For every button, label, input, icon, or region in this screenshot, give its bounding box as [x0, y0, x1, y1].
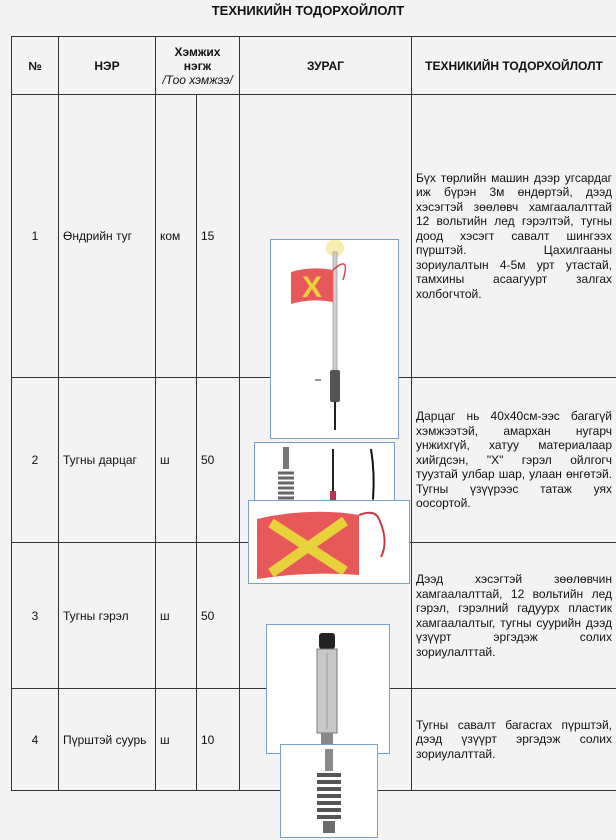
row-name: Тугны гэрэл [59, 543, 156, 689]
row-name: Пүрштэй суурь [59, 689, 156, 791]
row-num: 2 [12, 378, 59, 543]
row-num: 4 [12, 689, 59, 791]
row-num: 3 [12, 543, 59, 689]
table-row [12, 95, 616, 378]
row-qty: 50 [197, 543, 240, 689]
row-unit: ком [156, 95, 197, 378]
row-description: Дээд хэсэгтэй зөөлөвчин хамгаалалттай, 12 вольтийн лед гэрэл, гэрэлний гадуурх пластик хамгаалалтыг, тугны суурийн дээд үзүүрт эргэдэж солих зориулалттай. [412, 543, 616, 689]
row-picture [240, 95, 412, 378]
header-unit-line1: Хэмжих нэгж [175, 45, 221, 73]
spring-base-icon [280, 744, 378, 838]
row-num: 1 [12, 95, 59, 378]
row-description: Тугны савалт багасгах пүрштэй, дээд үзүүрт эргэдэж солих зориулалттай. [412, 689, 616, 791]
table-header-row [12, 37, 616, 95]
row-name: Өндрийн туг [59, 95, 156, 378]
header-unit-line2: /Тоо хэмжээ/ [162, 73, 232, 87]
header-unit [156, 37, 240, 95]
row-qty: 50 [197, 378, 240, 543]
header-name: НЭР [59, 37, 156, 95]
row-qty: 15 [197, 95, 240, 378]
row-description: Бүх төрлийн машин дээр угсардаг иж бүрэн 3м өндөртэй, дээд хэсэгтэй зөөлөвч хамгаалалттай 12 вольтийн лед гэрэлтэй, тугны доод хэсэгт савалт шингээх пүрштэй. Цахилгааны зориулалтын 4-5м урт утастай, тамхины асаагуурт залгах холбогчтой. [412, 95, 616, 378]
spec-table [11, 36, 616, 791]
table-row [12, 378, 616, 543]
row-unit: ш [156, 543, 197, 689]
row-picture [240, 378, 412, 543]
row-picture [240, 689, 412, 791]
row-picture [240, 543, 412, 689]
row-name: Тугны дарцаг [59, 378, 156, 543]
table-row [12, 689, 616, 791]
header-num: № [12, 37, 59, 95]
row-qty: 10 [197, 689, 240, 791]
header-spec: ТЕХНИКИЙН ТОДОРХОЙЛОЛТ [412, 37, 616, 95]
row-unit: ш [156, 689, 197, 791]
row-description: Дарцаг нь 40х40см-ээс багагүй хэмжээтэй, амархан нугарч унжихгүй, хатуу материалаар хийгдсэн, "Х" гэрэл ойлгогч туузтай улбар шар, улаан өнгөтэй. Тугны үзүүрээс татаж уях оосортой. [412, 378, 616, 543]
flag-mark-x: X [302, 271, 322, 304]
row-unit: ш [156, 378, 197, 543]
header-picture: ЗУРАГ [240, 37, 412, 95]
table-row [12, 543, 616, 689]
page-title: ТЕХНИКИЙН ТОДОРХОЙЛОЛТ [0, 3, 616, 18]
